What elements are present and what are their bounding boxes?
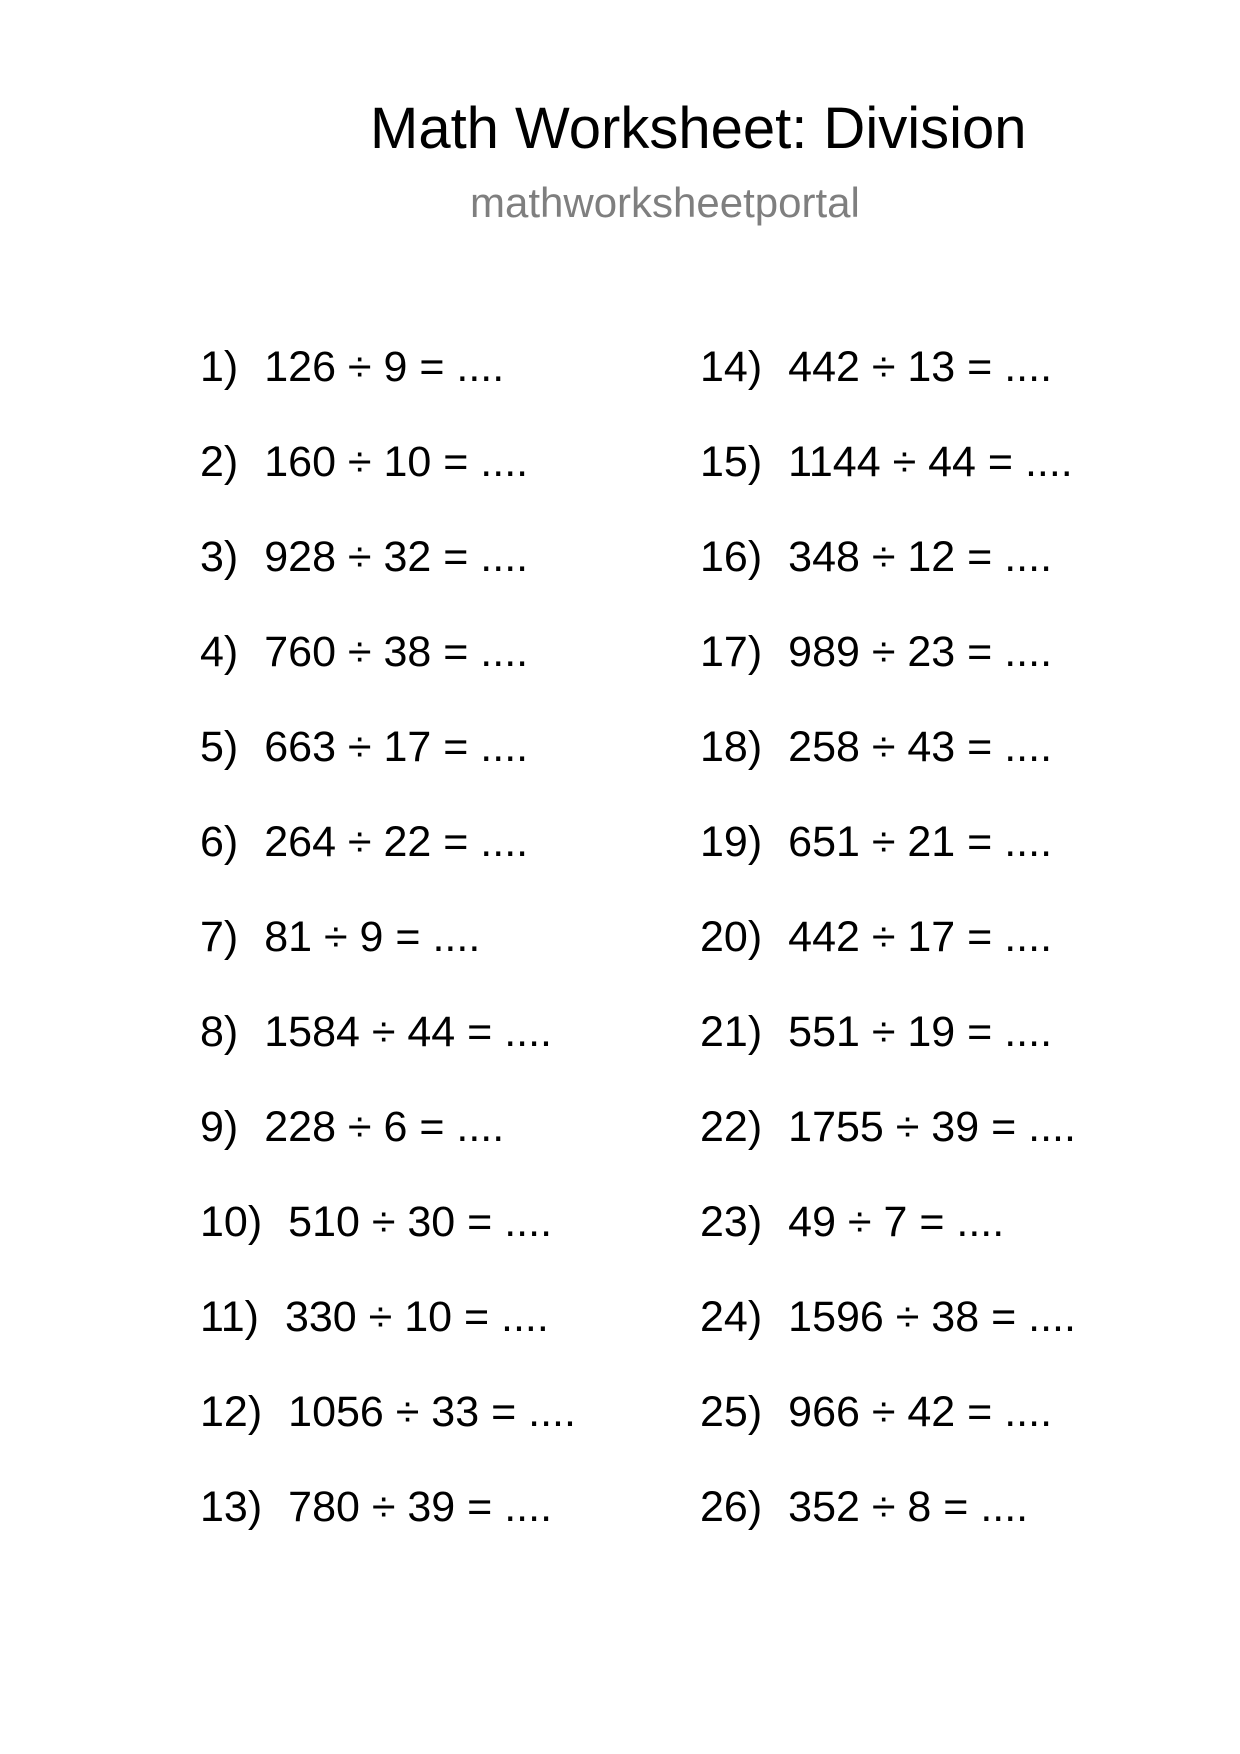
problem-item — [700, 628, 1076, 726]
problem-number: 6) — [200, 818, 239, 866]
problem-item — [200, 1103, 576, 1201]
problem-item — [700, 723, 1076, 821]
problem-number: 20) — [700, 913, 763, 961]
problem-item — [700, 1388, 1076, 1486]
problem-number: 16) — [700, 533, 763, 581]
problem-expression: 49 ÷ 7 = .... — [788, 1198, 1005, 1246]
page-title: Math Worksheet: Division — [370, 96, 1027, 161]
problem-expression: 81 ÷ 9 = .... — [264, 913, 481, 961]
problem-expression: 1755 ÷ 39 = .... — [788, 1103, 1076, 1151]
problem-item — [700, 913, 1076, 1011]
problem-number: 2) — [200, 438, 239, 486]
problem-number: 14) — [700, 343, 763, 391]
problem-number: 26) — [700, 1483, 763, 1531]
problem-item — [200, 818, 576, 916]
problem-item — [700, 438, 1076, 536]
problem-expression: 258 ÷ 43 = .... — [788, 723, 1053, 771]
problem-item — [200, 438, 576, 536]
problem-number: 23) — [700, 1198, 763, 1246]
problem-number: 21) — [700, 1008, 763, 1056]
problem-expression: 760 ÷ 38 = .... — [264, 628, 529, 676]
problem-item — [200, 1008, 576, 1106]
problem-number: 24) — [700, 1293, 763, 1341]
problem-number: 7) — [200, 913, 239, 961]
problem-item — [700, 818, 1076, 916]
problem-item — [200, 533, 576, 631]
problem-item — [700, 1198, 1076, 1296]
problem-number: 5) — [200, 723, 239, 771]
problem-number: 17) — [700, 628, 763, 676]
problem-expression: 1056 ÷ 33 = .... — [288, 1388, 576, 1436]
problem-item — [200, 1293, 576, 1391]
problem-expression: 330 ÷ 10 = .... — [284, 1293, 549, 1341]
page-subtitle: mathworksheetportal — [470, 179, 860, 226]
problem-expression: 1144 ÷ 44 = .... — [788, 438, 1073, 486]
problem-number: 11) — [200, 1293, 259, 1341]
problem-number: 10) — [200, 1198, 263, 1246]
problem-expression: 510 ÷ 30 = .... — [288, 1198, 553, 1246]
problem-number: 22) — [700, 1103, 763, 1151]
problem-expression: 160 ÷ 10 = .... — [264, 438, 529, 486]
problem-number: 13) — [200, 1483, 263, 1531]
problem-number: 18) — [700, 723, 763, 771]
problem-item — [200, 1388, 576, 1486]
problem-item — [200, 343, 576, 441]
problem-expression: 1584 ÷ 44 = .... — [264, 1008, 553, 1056]
problem-number: 4) — [200, 628, 239, 676]
problem-number: 15) — [700, 438, 763, 486]
problem-item — [700, 1103, 1076, 1201]
problem-number: 25) — [700, 1388, 763, 1436]
problem-expression: 1596 ÷ 38 = .... — [788, 1293, 1076, 1341]
problem-expression: 780 ÷ 39 = .... — [288, 1483, 553, 1531]
problem-item — [200, 913, 576, 1011]
problem-expression: 551 ÷ 19 = .... — [788, 1008, 1053, 1056]
problem-item — [200, 723, 576, 821]
problem-item — [700, 1293, 1076, 1391]
problem-item — [700, 1483, 1076, 1581]
problem-item — [200, 1198, 576, 1296]
problem-item — [700, 343, 1076, 441]
problem-item — [200, 1483, 576, 1581]
problem-column-right — [700, 343, 1076, 1581]
problem-column-left — [200, 343, 576, 1581]
problem-expression: 348 ÷ 12 = .... — [788, 533, 1053, 581]
problem-item — [700, 533, 1076, 631]
problem-expression: 966 ÷ 42 = .... — [788, 1388, 1053, 1436]
problem-item — [200, 628, 576, 726]
problem-expression: 928 ÷ 32 = .... — [264, 533, 529, 581]
problem-number: 3) — [200, 533, 239, 581]
problem-item — [700, 1008, 1076, 1106]
problem-expression: 663 ÷ 17 = .... — [264, 723, 529, 771]
problem-number: 12) — [200, 1388, 263, 1436]
problem-number: 1) — [200, 343, 239, 391]
problem-expression: 264 ÷ 22 = .... — [264, 818, 529, 866]
problem-number: 9) — [200, 1103, 239, 1151]
problem-expression: 442 ÷ 13 = .... — [788, 343, 1053, 391]
problem-number: 8) — [200, 1008, 239, 1056]
problem-expression: 228 ÷ 6 = .... — [264, 1103, 505, 1151]
problem-expression: 651 ÷ 21 = .... — [788, 818, 1053, 866]
problem-expression: 126 ÷ 9 = .... — [264, 343, 505, 391]
problem-expression: 352 ÷ 8 = .... — [788, 1483, 1029, 1531]
problem-expression: 989 ÷ 23 = .... — [788, 628, 1053, 676]
problem-number: 19) — [700, 818, 763, 866]
problem-expression: 442 ÷ 17 = .... — [788, 913, 1053, 961]
